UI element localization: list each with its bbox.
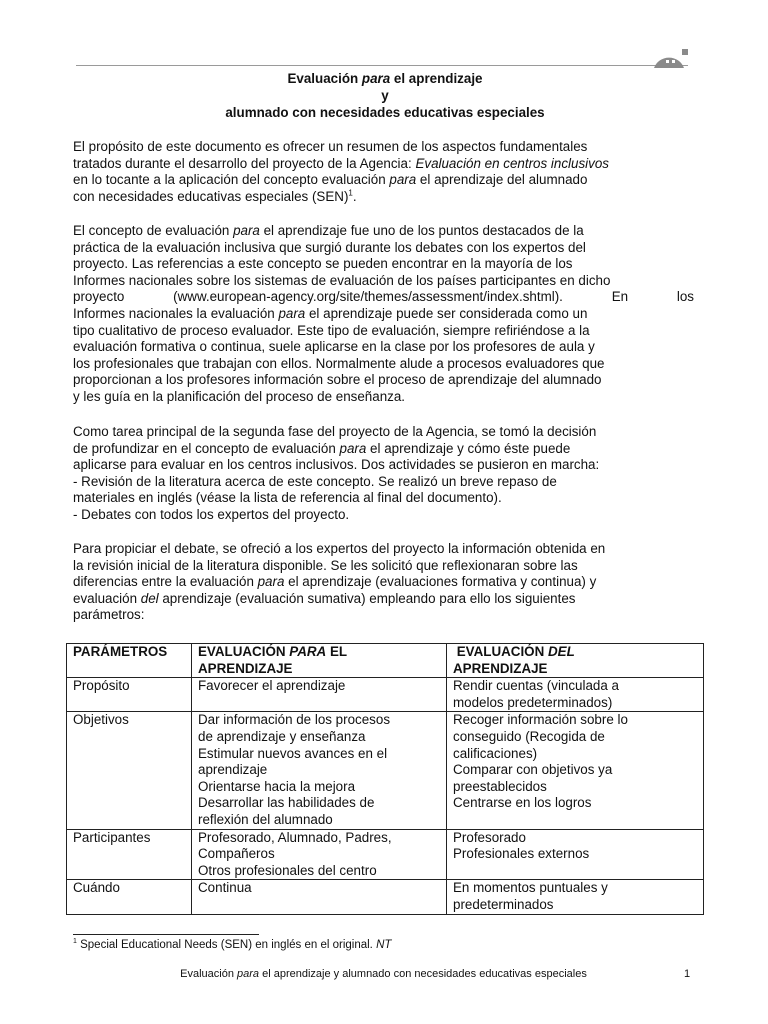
page-footer: Evaluación para el aprendizaje y alumnado con necesidades educativas especiales [180, 968, 587, 980]
del-cell: Profesorado Profesionales externos [447, 829, 704, 880]
param-cell: Participantes [67, 829, 192, 880]
header-rule [76, 65, 688, 66]
paragraph-concept: El concepto de evaluación para el aprendizaje fue uno de los puntos destacados de la práctica de la evaluación inclusiva que surgió durante los debates con los expertos del proyecto. Las referencias a este concepto se pueden encontrar en la mayoría de los Informes nacionales sobre los sistemas de evaluación de los países participantes en dicho proyecto (www.european-agency.org/site/themes/assessment/index.shtml). En los Informes nacionales la evaluación para el aprendizaje puede ser considerada como un tipo cualitativo de proceso evaluador. Este tipo de evaluación, siempre refiriéndose a la evaluación formativa o continua, suele aplicarse en la clase por los profesores de aula y los profesionales que trabajan con ellos. Normalmente alude a procesos evaluadores que proporcionan a los profesores información sobre el proceso de aprendizaje del alumnado y les guía en la planificación del proceso de enseñanza. [73, 223, 694, 404]
agency-logo-icon [652, 46, 692, 68]
table-row [67, 880, 704, 914]
header-evaluacion-para: EVALUACIÓN PARA EL APRENDIZAJE [192, 644, 447, 678]
table-header-row [67, 644, 704, 678]
para-cell: Profesorado, Alumnado, Padres, Compañeros Otros profesionales del centro [192, 829, 447, 880]
paragraph-intro: El propósito de este documento es ofrecer un resumen de los aspectos fundamentales tratados durante el desarrollo del proyecto de la Agencia: Evaluación en centros inclusivos en lo tocante a la aplicación del concepto evaluación para el aprendizaje del alumnado con necesidades educativas especiales (SEN)$^1$. [73, 139, 609, 204]
para-cell: Continua [192, 880, 447, 914]
header-evaluacion-del: EVALUACIÓN DEL APRENDIZAJE [447, 644, 704, 678]
para-cell: Dar información de los procesos de aprendizaje y enseñanza Estimular nuevos avances en el aprendizaje Orientarse hacia la mejora Desarrollar las habilidades de reflexión del alumnado [192, 712, 447, 829]
header-parametros: PARÁMETROS [67, 644, 192, 678]
para-cell: Favorecer el aprendizaje [192, 678, 447, 712]
footnote: $^1$ Special Educational Needs (SEN) en inglés en el original. NT [73, 938, 392, 951]
page-number: 1 [684, 968, 691, 980]
document-title: Evaluación para el aprendizaje y alumnado con necesidades educativas especiales [225, 71, 545, 120]
param-cell: Objetivos [67, 712, 192, 829]
footnote-rule [73, 934, 259, 935]
del-cell: Rendir cuentas (vinculada a modelos predeterminados) [447, 678, 704, 712]
param-cell: Propósito [67, 678, 192, 712]
paragraph-debate: Para propiciar el debate, se ofreció a los expertos del proyecto la información obtenida en la revisión inicial de la literatura disponible. Se les solicitó que reflexionaran sobre las diferencias entre la evaluación para el aprendizaje (evaluaciones formativa y continua) y evaluación del aprendizaje (evaluación sumativa) empleando para ello los siguientes parámetros: [73, 541, 606, 623]
table-row [67, 712, 704, 829]
del-cell: En momentos puntuales y predeterminados [447, 880, 704, 914]
del-cell: Recoger información sobre lo conseguido (Recogida de calificaciones) Comparar con objetivos ya preestablecidos Centrarse en los logros [447, 712, 704, 829]
param-cell: Cuándo [67, 880, 192, 914]
footnote-ref[interactable]: 1 [348, 188, 353, 198]
table-row [67, 678, 704, 712]
parameters-table [66, 643, 704, 915]
table-row [67, 829, 704, 880]
paragraph-task: Como tarea principal de la segunda fase del proyecto de la Agencia, se tomó la decisión de profundizar en el concepto de evaluación para el aprendizaje y cómo éste puede aplicarse para evaluar en los centros inclusivos. Dos actividades se pusieron en marcha: - Revisión de la literatura acerca de este concepto. Se realizó un breve repaso de materiales en inglés (véase la lista de referencia al final del documento). - Debates con todos los expertos del proyecto. [73, 424, 600, 522]
